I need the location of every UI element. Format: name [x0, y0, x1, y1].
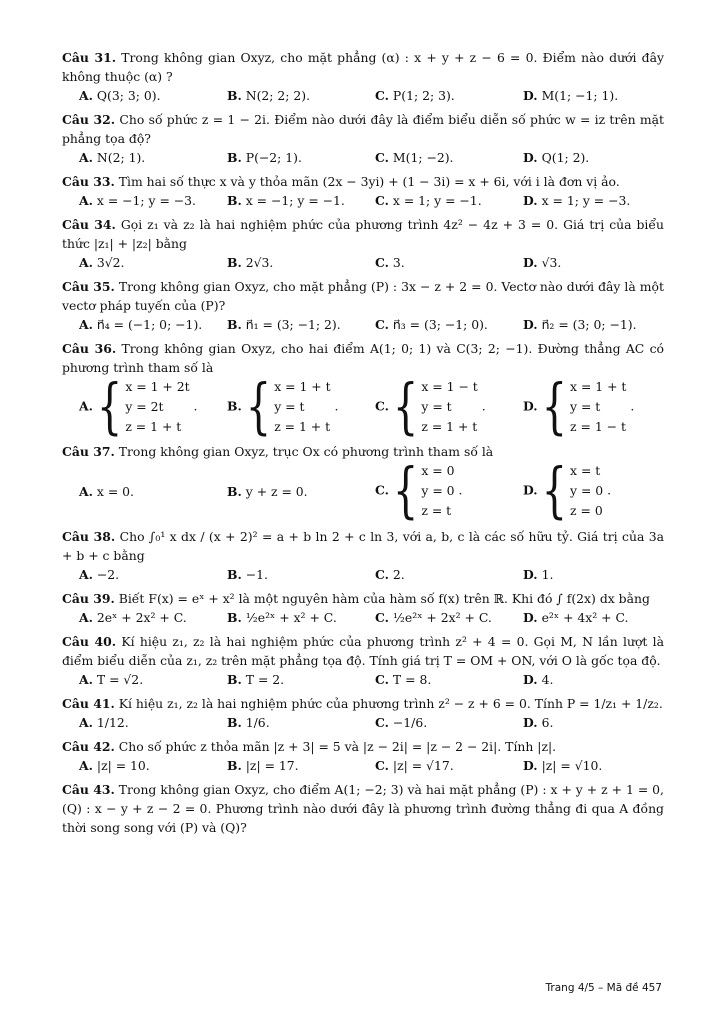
left-brace: { [245, 372, 272, 442]
option-b: B. 1/6. [227, 715, 270, 730]
option-a: A. −2. [79, 567, 120, 582]
option-a: A. 3√2. [79, 255, 125, 270]
options [62, 565, 664, 584]
question-number: Câu 33. [62, 174, 115, 189]
question-number: Câu 35. [62, 279, 115, 294]
question-34 [62, 215, 664, 272]
equation-system: { x = 1 + t y = t z = 1 − t [541, 372, 627, 442]
question-43 [62, 780, 664, 837]
page-footer: Trang 4/5 – Mã đề 457 [545, 982, 662, 994]
option-a: A. 1/12. [79, 715, 129, 730]
question-number: Câu 39. [62, 591, 115, 606]
left-brace: { [392, 372, 419, 442]
question-text: Kí hiệu z₁, z₂ là hai nghiệm phức của phương trình z² − z + 6 = 0. Tính P = 1/z₁ + 1/z₂. [118, 696, 663, 711]
equation-system: { x = 1 − t y = t z = 1 + t [392, 372, 478, 442]
option-c: C. P(1; 2; 3). [375, 88, 455, 103]
option-c: C. { x = 1 − t y = t z = 1 + t . [375, 372, 486, 442]
question-text: Trong không gian Oxyz, trục Ox có phương trình tham số là [118, 444, 494, 459]
question-text: Gọi z₁ và z₂ là hai nghiệm phức của phương trình 4z² − 4z + 3 = 0. Giá trị của biểu thức |z₁| + |z₂| bằng [62, 217, 664, 251]
question-number: Câu 36. [62, 341, 117, 356]
question-text: Cho số phức z = 1 − 2i. Điểm nào dưới đây là điểm biểu diễn số phức w = iz trên mặt phẳng tọa độ? [62, 112, 664, 146]
question-36 [62, 339, 664, 442]
question-42 [62, 737, 664, 775]
option-d: D. e²ˣ + 4x² + C. [523, 610, 629, 625]
equation-system: { x = 1 + t y = t z = 1 + t [245, 372, 331, 442]
option-d: D. n⃗₂ = (3; 0; −1). [523, 317, 637, 332]
option-c: C. M(1; −2). [375, 150, 454, 165]
question-number: Câu 41. [62, 696, 115, 711]
option-c: C. ½e²ˣ + 2x² + C. [375, 610, 492, 625]
equation-system: { x = 1 + 2t y = 2t z = 1 + t [96, 372, 190, 442]
option-d: D. x = 1; y = −3. [523, 193, 631, 208]
option-a: A. N(2; 1). [79, 150, 146, 165]
option-a: A. T = √2. [79, 672, 144, 687]
left-brace: { [392, 456, 419, 526]
question-number: Câu 34. [62, 217, 116, 232]
question-32 [62, 110, 664, 167]
option-c: C. −1/6. [375, 715, 428, 730]
options [62, 315, 664, 334]
option-a: A. x = −1; y = −3. [79, 193, 196, 208]
option-c: C. 2. [375, 567, 405, 582]
question-41 [62, 694, 664, 732]
options [62, 608, 664, 627]
question-text: Tìm hai số thực x và y thỏa mãn (2x − 3yi) + (1 − 3i) = x + 6i, với i là đơn vị ảo. [118, 174, 620, 189]
option-b: B. x = −1; y = −1. [227, 193, 345, 208]
question-text: Cho ∫₀¹ x dx / (x + 2)² = a + b ln 2 + c ln 3, với a, b, c là các số hữu tỷ. Giá trị của 3a + b + c bằng [62, 529, 664, 563]
question-40 [62, 632, 664, 689]
question-text: Trong không gian Oxyz, cho hai điểm A(1; 0; 1) và C(3; 2; −1). Đường thẳng AC có phương trình tham số là [62, 341, 664, 375]
option-c: C. { x = 0 y = 0 z = t . [375, 456, 463, 526]
option-b: B. |z| = 17. [227, 758, 299, 773]
left-brace: { [541, 456, 568, 526]
option-a: A. n⃗₄ = (−1; 0; −1). [79, 317, 203, 332]
option-b: B. n⃗₁ = (3; −1; 2). [227, 317, 341, 332]
question-38 [62, 527, 664, 584]
left-brace: { [96, 372, 123, 442]
equation-system: { x = 0 y = 0 z = t [392, 456, 455, 526]
option-b: B. N(2; 2; 2). [227, 88, 311, 103]
option-a: A. Q(3; 3; 0). [79, 88, 161, 103]
question-35 [62, 277, 664, 334]
options [62, 713, 664, 732]
question-31 [62, 48, 664, 105]
question-number: Câu 32. [62, 112, 116, 127]
option-d: D. 4. [523, 672, 554, 687]
question-text: Trong không gian Oxyz, cho mặt phẳng (P) : 3x − z + 2 = 0. Vectơ nào dưới đây là một vectơ pháp tuyến của (P)? [62, 279, 664, 313]
question-text: Biết F(x) = eˣ + x² là một nguyên hàm của hàm số f(x) trên ℝ. Khi đó ∫ f(2x) dx bằng [118, 591, 650, 606]
option-b: B. −1. [227, 567, 268, 582]
options [62, 191, 664, 210]
option-b: B. T = 2. [227, 672, 285, 687]
question-text: Trong không gian Oxyz, cho mặt phẳng (α) : x + y + z − 6 = 0. Điểm nào dưới đây không thuộc (α) ? [62, 50, 664, 84]
option-b: B. y + z = 0. [227, 483, 308, 499]
options [62, 86, 664, 105]
question-number: Câu 43. [62, 782, 115, 797]
option-d: D. √3. [523, 255, 562, 270]
question-33 [62, 172, 664, 210]
option-d: D. |z| = √10. [523, 758, 603, 773]
question-number: Câu 42. [62, 739, 115, 754]
options [62, 372, 664, 442]
option-b: B. P(−2; 1). [227, 150, 302, 165]
option-d: D. { x = 1 + t y = t z = 1 − t . [523, 372, 635, 442]
question-number: Câu 31. [62, 50, 117, 65]
left-brace: { [541, 372, 568, 442]
question-text: Trong không gian Oxyz, cho điểm A(1; −2; 3) và hai mặt phẳng (P) : x + y + z + 1 = 0, (Q) : x − y + z − 2 = 0. Phương trình nào dưới đây là phương trình đường thẳng đi qua A đồng thời song song với (P) và (Q)? [62, 782, 664, 835]
option-c: C. x = 1; y = −1. [375, 193, 482, 208]
options [62, 670, 664, 689]
question-number: Câu 37. [62, 444, 115, 459]
question-39 [62, 589, 664, 627]
option-b: B. { x = 1 + t y = t z = 1 + t . [227, 372, 339, 442]
question-text: Cho số phức z thỏa mãn |z + 3| = 5 và |z − 2i| = |z − 2 − 2i|. Tính |z|. [118, 739, 557, 754]
question-text: Kí hiệu z₁, z₂ là hai nghiệm phức của phương trình z² + 4 = 0. Gọi M, N lần lượt là điểm biểu diễn của z₁, z₂ trên mặt phẳng tọa độ. Tính giá trị T = OM + ON, với O là gốc tọa độ. [62, 634, 664, 668]
option-c: C. |z| = √17. [375, 758, 454, 773]
options [62, 456, 664, 526]
option-c: C. T = 8. [375, 672, 432, 687]
option-c: C. 3. [375, 255, 405, 270]
option-d: D. 1. [523, 567, 554, 582]
options [62, 253, 664, 272]
option-d: D. M(1; −1; 1). [523, 88, 619, 103]
question-37 [62, 442, 664, 526]
option-a: A. |z| = 10. [79, 758, 150, 773]
option-d: D. 6. [523, 715, 554, 730]
option-d: D. { x = t y = 0 z = 0 . [523, 456, 612, 526]
option-a: A. x = 0. [79, 483, 134, 499]
option-d: D. Q(1; 2). [523, 150, 590, 165]
option-a: A. 2eˣ + 2x² + C. [79, 610, 187, 625]
option-b: B. ½e²ˣ + x² + C. [227, 610, 337, 625]
options [62, 756, 664, 775]
option-c: C. n⃗₃ = (3; −1; 0). [375, 317, 488, 332]
question-number: Câu 40. [62, 634, 117, 649]
options [62, 148, 664, 167]
exam-page [62, 48, 664, 842]
option-a: A. { x = 1 + 2t y = 2t z = 1 + t . [79, 372, 198, 442]
question-number: Câu 38. [62, 529, 116, 544]
equation-system: { x = t y = 0 z = 0 [541, 456, 604, 526]
option-b: B. 2√3. [227, 255, 274, 270]
